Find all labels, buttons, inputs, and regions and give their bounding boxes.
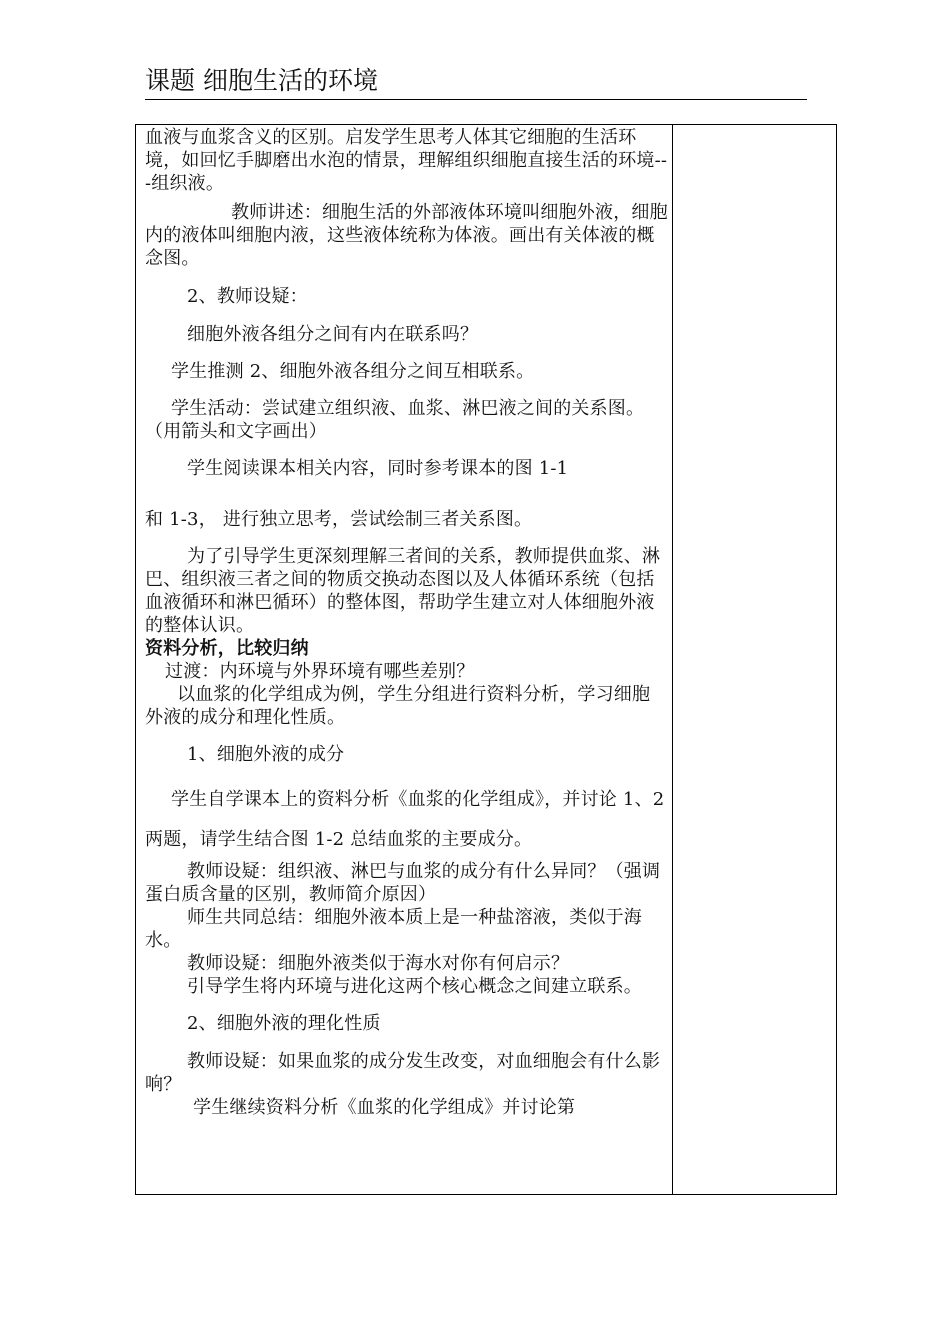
paragraph: 和 1-3， 进行独立思考，尝试绘制三者关系图。	[145, 509, 533, 530]
paragraph: 教师讲述：细胞生活的外部液体环境叫细胞外液，细胞内的液体叫细胞内液，这些液体统称为体液。画出有关体液的概念图。	[145, 202, 668, 269]
paragraph: 师生共同总结：细胞外液本质上是一种盐溶液，类似于海水。	[145, 907, 642, 951]
lesson-content-cell	[145, 125, 668, 1119]
paragraph: 学生阅读课本相关内容，同时参考课本的图 1-1	[187, 458, 569, 479]
paragraph: 引导学生将内环境与进化这两个核心概念之间建立联系。	[187, 976, 642, 997]
paragraph: 2、细胞外液的理化性质	[187, 1013, 381, 1034]
paragraph: 2、教师设疑：	[187, 286, 308, 307]
paragraph: 教师设疑：细胞外液类似于海水对你有何启示？	[187, 953, 570, 974]
column-divider	[672, 125, 673, 1194]
section-heading: 资料分析，比较归纳	[145, 638, 309, 659]
paragraph: 教师设疑：组织液、淋巴与血浆的成分有什么异同？（强调蛋白质含量的区别，教师简介原因）	[145, 861, 661, 905]
paragraph: 为了引导学生更深刻理解三者间的关系，教师提供血浆、淋巴、组织液三者之间的物质交换动态图以及人体循环系统（包括血液循环和淋巴循环）的整体图，帮助学生建立对人体细胞外液的整体认识。	[145, 546, 661, 636]
paragraph: 过渡：内环境与外界环境有哪些差别？	[165, 661, 475, 682]
paragraph: 1、细胞外液的成分	[187, 744, 345, 765]
paragraph: 教师设疑：如果血浆的成分发生改变，对血细胞会有什么影响？	[145, 1051, 661, 1095]
paragraph: 细胞外液各组分之间有内在联系吗？	[187, 324, 479, 345]
header-rule	[145, 99, 807, 100]
lesson-table	[135, 124, 837, 1195]
page-header-title: 课题 细胞生活的环境	[145, 66, 378, 95]
paragraph: 学生继续资料分析《血浆的化学组成》并讨论第	[193, 1097, 576, 1118]
paragraph: 以血浆的化学组成为例，学生分组进行资料分析，学习细胞外液的成分和理化性质。	[145, 684, 651, 728]
paragraph: 血液与血浆含义的区别。启发学生思考人体其它细胞的生活环境，如回忆手脚磨出水泡的情景，理解组织细胞直接生活的环境---组织液。	[145, 127, 668, 194]
paragraph: 学生活动：尝试建立组织液、血浆、淋巴液之间的关系图。（用箭头和文字画出）	[145, 398, 645, 442]
paragraph: 学生推测 2、细胞外液各组分之间互相联系。	[171, 361, 535, 382]
paragraph: 学生自学课本上的资料分析《血浆的化学组成》，并讨论 1、2 两题，请学生结合图 1-2 总结血浆的主要成分。	[145, 789, 665, 850]
